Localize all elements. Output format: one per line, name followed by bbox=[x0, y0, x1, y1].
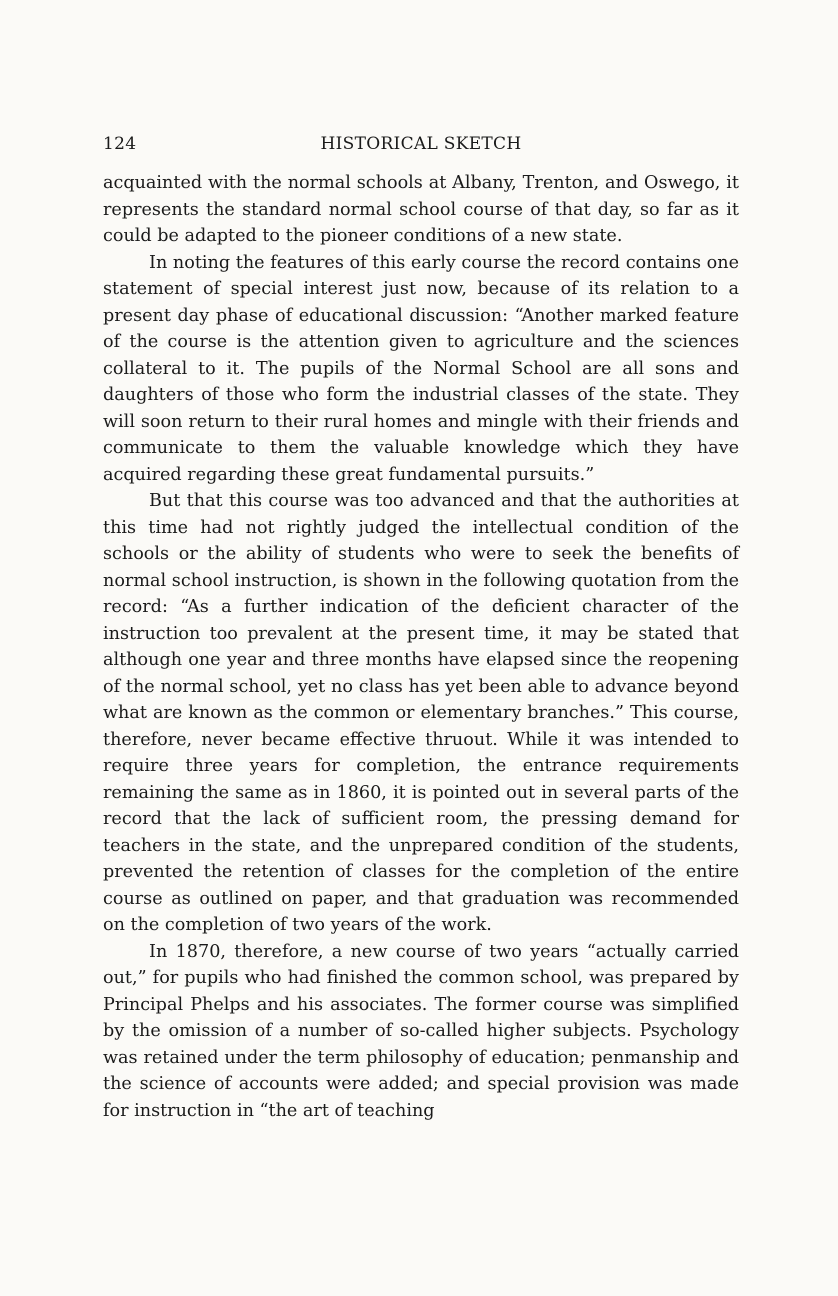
paragraph: In noting the features of this early course the record contains one statement of special interest just now, because of its relation to a present day phase of educational discussion: “Another marked feature of the course is the attention given to agriculture and the sciences collateral to it. The pupils of the Normal School are all sons and daughters of those who form the industrial classes of the state. They will soon return to their rural homes and mingle with their friends and communicate to them the valuable knowledge which they have acquired regarding these great fundamental pursuits.” bbox=[103, 252, 739, 485]
paragraph: But that this course was too advanced and that the authorities at this time had not rightly judged the intellectual condition of the schools or the ability of students who were to seek the benefits of normal school instruction, is shown in the following quotation from the record: “As a further indication of the deficient character of the instruction too prevalent at the present time, it may be stated that although one year and three months have elapsed since the reopening of the normal school, yet no class has yet been able to advance beyond what are known as the common or elementary branches.” This course, therefore, never became effective thruout. While it was intended to require three years for completion, the entrance requirements remaining the same as in 1860, it is pointed out in several parts of the record that the lack of sufficient room, the pressing demand for teachers in the state, and the unprepared condition of the students, prevented the retention of classes for the completion of the entire course as outlined on paper, and that graduation was recommended on the completion of two years of the work. bbox=[103, 491, 739, 935]
body-text bbox=[103, 170, 739, 1124]
running-head: HISTORICAL SKETCH bbox=[320, 134, 522, 154]
page-number: 124 bbox=[103, 134, 137, 154]
paragraph: In 1870, therefore, a new course of two years “actually carried out,” for pupils who had finished the common school, was prepared by Principal Phelps and his associates. The former course was simplified by the omission of a number of so-called higher subjects. Psychology was retained under the term philosophy of education; penmanship and the science of accounts were added; and special provision was made for instruction in “the art of teaching bbox=[103, 941, 739, 1121]
paragraph-continued: acquainted with the normal schools at Albany, Trenton, and Oswego, it represents the standard normal school course of that day, so far as it could be adapted to the pioneer conditions of a new state. bbox=[103, 173, 739, 246]
page-header bbox=[103, 131, 739, 157]
